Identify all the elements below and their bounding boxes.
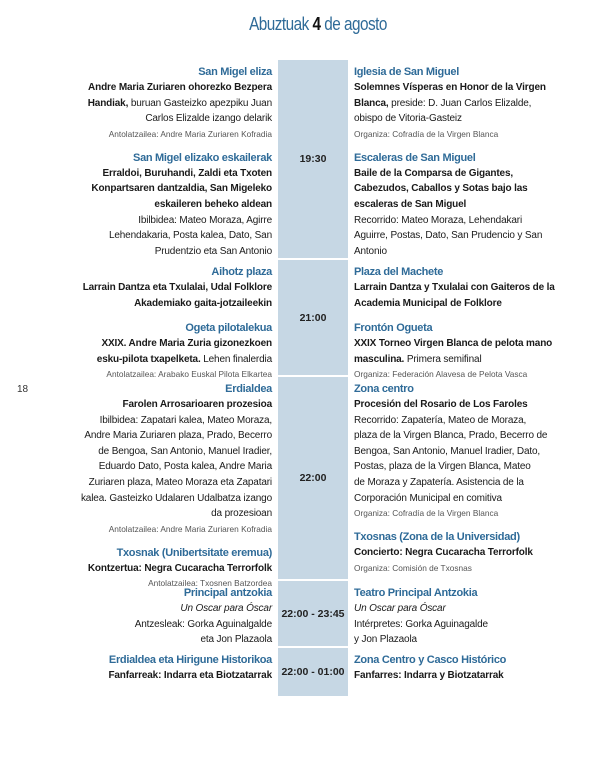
event-description-line [0, 181, 272, 197]
event-entry [0, 264, 272, 311]
event-description-line [354, 336, 606, 352]
event-title-text: XXIX. Andre Maria Zuria gizonezkoen [101, 338, 272, 350]
event-entry [0, 652, 272, 684]
event-detail-text: Recorrido: Mateo Moraza, Lehendakari [354, 214, 523, 226]
event-detail-text: Ibilbidea: Mateo Moraza, Agirre [138, 214, 272, 226]
event-description-line [0, 336, 272, 352]
event-detail-text: buruan Gasteizko apezpiku Juan [128, 97, 272, 109]
event-description-line [0, 244, 272, 260]
event-description-line [354, 166, 606, 182]
event-entry [354, 320, 606, 381]
schedule-table [0, 60, 606, 698]
event-entry [354, 264, 606, 311]
event-title-text: Blanca, [354, 97, 389, 109]
event-detail-text: Primera semifinal [404, 353, 482, 365]
event-organizer: Antolatzailea: Arabako Euskal Pilota Elkartea [106, 369, 272, 380]
event-detail-text: Andre Maria Zuriaren plaza, Prado, Becerro [84, 430, 272, 442]
title-pre: Abuztuak [249, 14, 313, 34]
event-detail-text: Lehen finalerdia [200, 353, 272, 365]
schedule-row [0, 60, 606, 258]
event-location: Erdialdea eta Hirigune Historikoa [108, 654, 272, 666]
event-detail-text: eta Jon Plazaola [200, 634, 272, 646]
right-column [348, 60, 606, 258]
event-detail-text: Aguirre, Postas, Dato, San Prudencio y San [354, 230, 543, 242]
event-title-text: Erraldoi, Buruhandi, Zaldi eta Txoten [102, 167, 272, 179]
event-detail-text: y Jon Plazaola [354, 634, 417, 646]
event-description-line [0, 228, 272, 244]
event-detail-text: Postas, plaza de la Virgen Blanca, Mateo [354, 461, 531, 473]
event-title-text: Larrain Dantza eta Txulalai, Udal Folklore [82, 282, 272, 293]
event-detail-text: Antzesleak: Gorka Aguinalgalde [134, 618, 272, 630]
event-title-text: Fanfarreak: Indarra eta Biotzatarrak [108, 670, 272, 681]
event-entry [0, 64, 272, 141]
event-detail-text: de Moraza y Zapatería. Asistencia de la [354, 476, 524, 488]
event-description-line [0, 444, 272, 460]
left-column [0, 581, 278, 646]
event-organizer: Organiza: Federación Alavesa de Pelota Vasca [354, 369, 528, 380]
event-title-text: eskaileren beheko aldean [154, 198, 272, 210]
title-day: 4 [312, 14, 321, 34]
event-location: Iglesia de San Miguel [354, 66, 459, 78]
event-detail-text: Lehendakaria, Posta kalea, Dato, San [108, 230, 272, 242]
event-entry [354, 529, 606, 575]
event-detail-text: de Bengoa, San Antonio, Manuel Iradier, [98, 445, 272, 457]
event-description-line [354, 352, 606, 368]
event-entry [0, 150, 272, 260]
event-organizer: Organiza: Cofradía de la Virgen Blanca [354, 508, 499, 519]
event-description-line [0, 459, 272, 475]
event-location: San Migel elizako eskailerak [133, 151, 272, 164]
event-location: Frontón Ogueta [354, 322, 433, 335]
event-description-line [354, 213, 606, 229]
event-detail-text: kalea. Gasteizko Udalaren Udalbatza izango [80, 492, 272, 504]
event-location: Zona centro [354, 383, 414, 395]
event-organizer: Organiza: Cofradía de la Virgen Blanca [354, 128, 499, 139]
right-column [348, 377, 606, 579]
event-description-line [354, 296, 606, 312]
event-organizer: Antolatzailea: Andre Maria Zuriaren Kofradia [108, 128, 272, 139]
event-description-line [354, 397, 606, 413]
event-description-line [354, 491, 606, 507]
event-detail-text: Corporación Municipal en comitiva [354, 492, 502, 504]
event-detail-text: Intérpretes: Gorka Aguinagalde [354, 618, 488, 630]
event-detail-text: preside: D. Juan Carlos Elizalde, [388, 97, 532, 109]
event-location: Aihotz plaza [211, 266, 272, 278]
event-description-line [0, 397, 272, 413]
event-entry [0, 585, 272, 648]
event-title-text: escaleras de San Miguel [354, 198, 467, 210]
right-column [348, 260, 606, 380]
event-title-text: Handiak, [87, 97, 129, 109]
event-description-line [354, 96, 606, 112]
event-title-text: Farolen Arrosarioaren prozesioa [122, 399, 272, 410]
right-column [348, 648, 606, 696]
event-detail-text: Carlos Elizalde izango delarik [145, 113, 272, 125]
event-title-text: Konpartsaren dantzaldia, San Migeleko [91, 183, 272, 195]
event-description-line [0, 491, 272, 507]
event-time: 22:00 - 01:00 [278, 648, 348, 696]
event-description-line [0, 166, 272, 182]
event-entry [354, 64, 606, 141]
event-detail-text: da prozesioan [211, 508, 272, 520]
left-column [0, 377, 278, 589]
event-time: 21:00 [278, 260, 348, 375]
event-description-line [354, 668, 606, 684]
event-title-italic: Un Oscar para Óscar [180, 603, 272, 614]
event-title-text: Andre Maria Zuriaren ohorezko Bezpera [88, 82, 272, 93]
event-description-line [0, 213, 272, 229]
event-title-text: Concierto: Negra Cucaracha Terrorfolk [354, 547, 533, 559]
event-detail-text: Prudentzio eta San Antonio [154, 245, 272, 257]
event-description-line [0, 617, 272, 633]
event-description-line [0, 506, 272, 522]
event-description-line [354, 475, 606, 491]
event-detail-text: obispo de Vitoria-Gasteiz [354, 113, 462, 125]
event-description-line [0, 632, 272, 648]
event-description-line [0, 561, 272, 577]
event-title-text: Fanfarres: Indarra y Biotzatarrak [354, 670, 504, 681]
event-location: Ogeta pilotalekua [185, 322, 272, 335]
event-organizer: Antolatzailea: Txosnen Batzordea [148, 578, 272, 589]
event-detail-text: Antonio [354, 245, 387, 257]
event-location: Escaleras de San Miguel [354, 151, 476, 164]
page-title [48, 14, 589, 35]
event-description-line [354, 444, 606, 460]
event-description-line [354, 111, 606, 127]
event-description-line [0, 601, 272, 617]
event-description-line [0, 96, 272, 112]
event-location: Txosnak (Unibertsitate eremua) [116, 546, 272, 559]
event-description-line [354, 459, 606, 475]
event-location: Teatro Principal Antzokia [354, 587, 478, 599]
event-location: Zona Centro y Casco Histórico [354, 654, 507, 666]
event-description-line [0, 413, 272, 429]
event-time: 22:00 [278, 377, 348, 579]
event-description-line [354, 413, 606, 429]
event-description-line [0, 296, 272, 312]
event-time: 22:00 - 23:45 [278, 581, 348, 646]
schedule-row [0, 581, 606, 646]
event-detail-text: Eduardo Dato, Posta kalea, Andre Maria [98, 461, 272, 473]
event-description-line [354, 428, 606, 444]
event-location: Principal antzokia [183, 587, 272, 599]
event-title-text: Larrain Dantza y Txulalai con Gaiteros de la [354, 282, 555, 293]
event-detail-text: plaza de la Virgen Blanca, Prado, Becerro de [354, 430, 548, 442]
event-description-line [354, 632, 606, 648]
event-title-text: Solemnes Vísperas en Honor de la Virgen [354, 82, 546, 93]
event-description-line [0, 80, 272, 96]
event-organizer: Organiza: Comisión de Txosnas [354, 562, 472, 573]
event-detail-text: Bengoa, San Antonio, Manuel Iradier, Dato, [354, 445, 541, 457]
event-title-text: Baile de la Comparsa de Gigantes, [354, 167, 513, 179]
event-description-line [354, 197, 606, 213]
event-title-text: Cabezudos, Caballos y Sotas bajo las [354, 183, 528, 195]
event-title-text: Academia Municipal de Folklore [354, 297, 502, 309]
event-description-line [0, 668, 272, 684]
left-column [0, 260, 278, 380]
event-description-line [354, 601, 606, 617]
page-number: 18 [17, 384, 29, 395]
event-location: San Migel eliza [198, 66, 272, 78]
event-location: Erdialdea [225, 383, 272, 395]
event-description-line [354, 617, 606, 633]
event-location: Txosnas (Zona de la Universidad) [354, 531, 520, 544]
event-description-line [354, 228, 606, 244]
event-description-line [0, 428, 272, 444]
event-title-text: masculina. [354, 353, 405, 365]
event-organizer: Antolatzailea: Andre Maria Zuriaren Kofradia [108, 523, 272, 534]
event-description-line [354, 80, 606, 96]
event-description-line [0, 280, 272, 296]
left-column [0, 60, 278, 258]
event-description-line [0, 111, 272, 127]
event-title-text: esku-pilota txapelketa. [96, 353, 201, 365]
event-description-line [354, 244, 606, 260]
event-title-text: Procesión del Rosario de Los Faroles [354, 399, 528, 410]
event-entry [354, 150, 606, 260]
event-entry [0, 320, 272, 381]
event-detail-text: Recorrido: Zapatería, Mateo de Moraza, [354, 414, 527, 426]
schedule-row [0, 377, 606, 589]
event-detail-text: Ibilbidea: Zapatari kalea, Mateo Moraza, [99, 414, 272, 426]
event-entry [354, 381, 606, 520]
event-title-text: Akademiako gaita-jotzaileekin [134, 297, 272, 309]
event-title-text: Kontzertua: Negra Cucaracha Terrorfolk [87, 562, 272, 574]
schedule-row [0, 260, 606, 380]
event-description-line [0, 475, 272, 491]
event-description-line [0, 352, 272, 368]
schedule-row [0, 648, 606, 696]
event-title-text: XXIX Torneo Virgen Blanca de pelota mano [354, 338, 553, 350]
event-description-line [354, 280, 606, 296]
event-entry [354, 652, 606, 684]
event-time: 19:30 [278, 60, 348, 258]
event-description-line [0, 197, 272, 213]
event-entry [354, 585, 606, 648]
event-title-italic: Un Oscar para Óscar [354, 603, 446, 614]
left-column [0, 648, 278, 696]
title-post: de agosto [320, 14, 387, 34]
event-entry [0, 381, 272, 536]
event-location: Plaza del Machete [354, 266, 444, 278]
event-description-line [354, 181, 606, 197]
right-column [348, 581, 606, 646]
event-description-line [354, 545, 606, 561]
event-detail-text: Zuriaren plaza, Mateo Moraza eta Zapatari [88, 476, 272, 488]
